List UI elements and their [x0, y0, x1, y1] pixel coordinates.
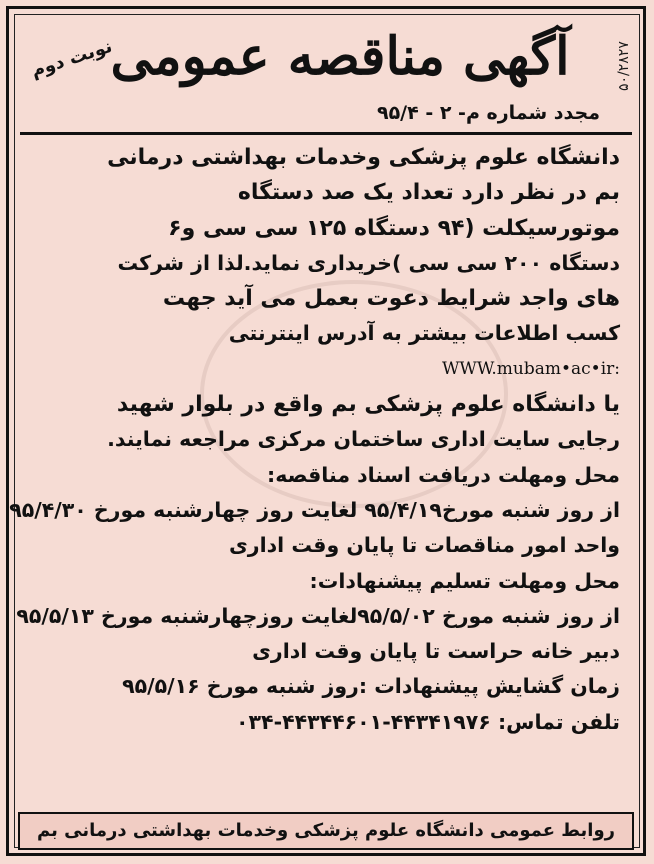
body-line: دانشگاه علوم پزشکی وخدمات بهداشتی درمانی: [107, 145, 620, 170]
body-line: از روز شنبه مورخ۹۵/۴/۱۹ لغایت روز چهارشنبه مورخ ۹۵/۴/۳۰: [9, 497, 620, 522]
contact-phone: تلفن تماس: ۴۴۳۴۱۹۷۶-۴۴۳۴۴۶۰۱-۰۳۴: [236, 709, 620, 734]
body-line: موتورسیکلت (۹۴ دستگاه ۱۲۵ سی سی و۶: [168, 215, 620, 241]
section-heading: محل ومهلت تسلیم پیشنهادات:: [309, 568, 620, 593]
body-line: از روز شنبه مورخ ۹۵/۵/۰۲لغایت روزچهارشنبه مورخ ۹۵/۵/۱۳: [16, 603, 620, 628]
body-line: کسب اطلاعات بیشتر به آدرس اینترنتی: [228, 321, 620, 346]
footer-signature: روابط عمومی دانشگاه علوم پزشکی وخدمات بهداشتی درمانی بم: [18, 812, 634, 850]
divider: [20, 132, 632, 135]
body-line: های واجد شرایط دعوت بعمل می آید جهت: [162, 286, 620, 312]
announcement-body: [9, 140, 620, 810]
body-line: واحد امور مناقصات تا پایان وقت اداری: [229, 533, 620, 558]
body-line: رجایی سایت اداری ساختمان مرکزی مراجعه نمایند.: [107, 427, 620, 452]
page-title: آگهی مناقصه عمومی: [110, 26, 570, 87]
body-line: زمان گشایش پیشنهادات :روز شنبه مورخ ۹۵/۵/۱۶: [122, 674, 620, 699]
body-line: دبیر خانه حراست تا پایان وقت اداری: [252, 639, 620, 664]
body-line: دستگاه ۲۰۰ سی سی )خریداری نماید.لذا از شرکت: [117, 250, 620, 275]
body-line: یا دانشگاه علوم پزشکی بم واقع در بلوار شهید: [116, 392, 620, 418]
round-label: نوبت دوم: [28, 35, 115, 82]
section-heading: محل ومهلت دریافت اسناد مناقصه:: [267, 462, 620, 487]
website-link[interactable]: WWW.mubam•ac•ir:: [441, 358, 620, 379]
body-line: بم در نظر دارد تعداد یک صد دستگاه: [237, 180, 620, 206]
side-code: ۵۰/۲۸۲۷: [616, 41, 632, 91]
tender-number: مجدد شماره م- ۲ - ۹۵/۴: [376, 102, 600, 124]
